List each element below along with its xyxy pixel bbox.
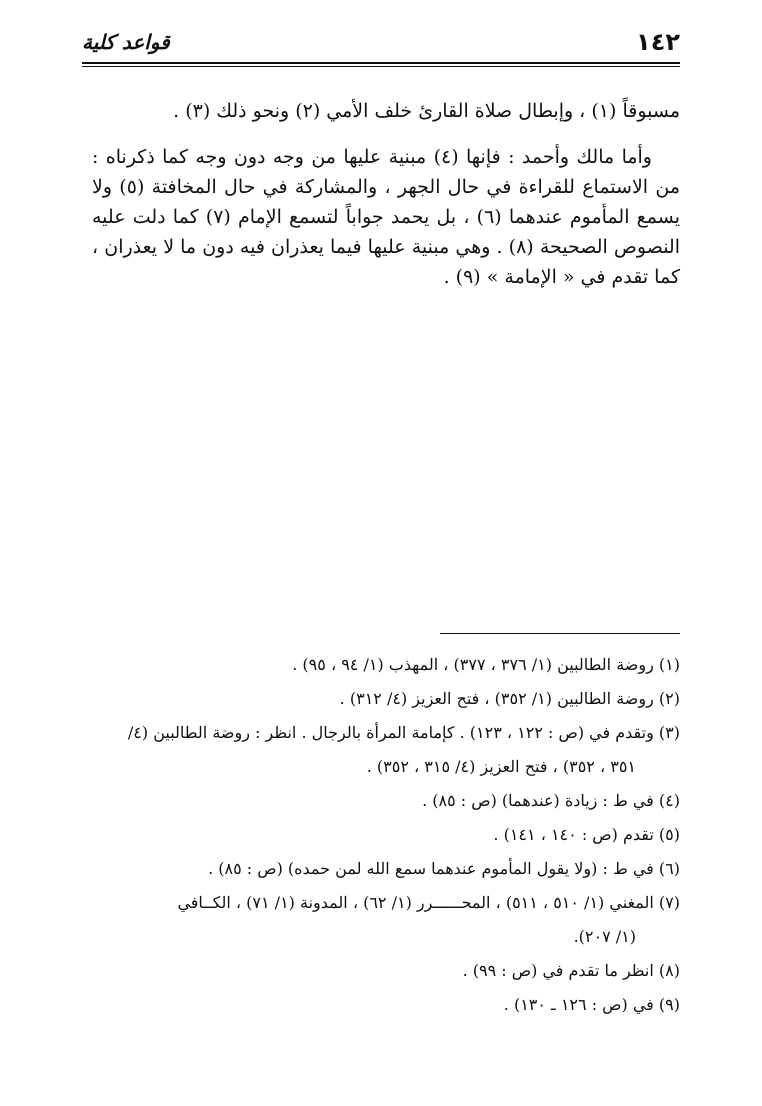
footnote-text: (٦) في ط : (ولا يقول المأموم عندهما سمع الله لمن حمده) (ص : ٨٥) .	[208, 859, 680, 878]
footnote-1	[80, 648, 680, 682]
footnote-text: (٣) وتقدم في (ص : ١٢٢ ، ١٢٣) . كإمامة المرأة بالرجال . انظر : روضة الطالبين (٤/	[127, 723, 680, 742]
header-rule-thin	[82, 66, 680, 67]
footnote-6	[80, 852, 680, 886]
page-header	[82, 28, 680, 58]
footnote-5	[80, 818, 680, 852]
header-rule	[82, 62, 680, 64]
paragraph-2: وأما مالك وأحمد : فإنها (٤) مبنية عليها من وجه دون وجه كما ذكرناه : من الاستماع للقراءة في حال الجهر ، والمشاركة في حال المخافتة (٥) ولا يسمع المأموم عندهما (٦) ، بل يحمد جواباً لتسمع الإمام (٧) كما دلت عليه النصوص الصحيحة (٨) . وهي مبنية عليها فيما يعذران فيه دون ما لا يعذران ، كما تقدم في « الإمامة » (٩) .	[92, 146, 680, 288]
footnote-2	[80, 682, 680, 716]
footnote-4	[80, 784, 680, 818]
footnote-text: (٧) المغني (١/ ٥١٠ ، ٥١١) ، المحــــــرر (١/ ٦٢) ، المدونة (١/ ٧١) ، الكــافي	[177, 893, 680, 912]
footnotes	[80, 648, 680, 1022]
footnote-text: (٢) روضة الطالبين (١/ ٣٥٢) ، فتح العزيز (٤/ ٣١٢) .	[339, 689, 680, 708]
footnote-continuation: (١/ ٢٠٧).	[573, 927, 636, 946]
footnote-text: (٤) في ط : زيادة (عندهما) (ص : ٨٥) .	[422, 791, 680, 810]
footnote-continuation: ٣٥١ ، ٣٥٢) ، فتح العزيز (٤/ ٣١٥ ، ٣٥٢) .	[366, 757, 636, 776]
footnote-9	[80, 988, 680, 1022]
footnote-text: (١) روضة الطالبين (١/ ٣٧٦ ، ٣٧٧) ، المهذب (١/ ٩٤ ، ٩٥) .	[292, 655, 680, 674]
footnote-7	[80, 886, 680, 954]
running-title: قواعد كلية	[82, 30, 170, 54]
footnote-text: (٥) تقدم (ص : ١٤٠ ، ١٤١) .	[493, 825, 680, 844]
footnote-text: (٨) انظر ما تقدم في (ص : ٩٩) .	[462, 961, 680, 980]
footnote-text: (٩) في (ص : ١٢٦ ـ ١٣٠) .	[503, 995, 680, 1014]
footnote-8	[80, 954, 680, 988]
footnote-3	[80, 716, 680, 784]
footnote-separator	[440, 633, 680, 634]
page-number: ١٤٢	[636, 28, 680, 56]
paragraph-1: مسبوقاً (١) ، وإبطال صلاة القارئ خلف الأمي (٢) ونحو ذلك (٣) .	[173, 100, 680, 122]
body-text	[92, 96, 680, 308]
